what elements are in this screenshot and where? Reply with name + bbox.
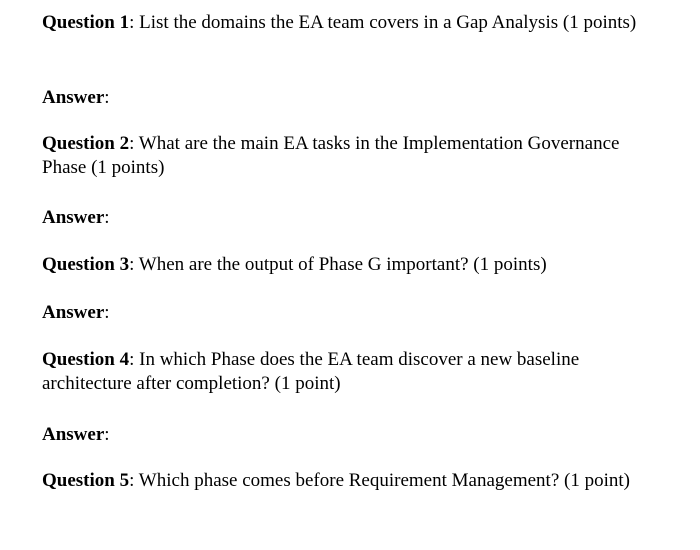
question-3-text: : When are the output of Phase G important? (1 points): [129, 254, 547, 275]
question-3-label: Question 3: [42, 254, 130, 275]
answer-2-label: Answer: [42, 207, 105, 228]
question-5: [42, 469, 642, 493]
answer-4: [42, 423, 642, 447]
question-3: [42, 253, 642, 277]
question-1-label: Question 1: [42, 12, 130, 33]
answer-3-colon: :: [104, 302, 110, 323]
question-1-text: : List the domains the EA team covers in a Gap Analysis (1 points): [129, 12, 637, 33]
question-1: [42, 11, 642, 35]
answer-3-label: Answer: [42, 302, 105, 323]
answer-2-colon: :: [104, 207, 110, 228]
answer-4-colon: :: [104, 424, 110, 445]
question-2-label: Question 2: [42, 133, 130, 154]
question-4-label: Question 4: [42, 349, 130, 370]
answer-1: [42, 86, 642, 110]
answer-1-colon: :: [104, 87, 110, 108]
question-2-text: : What are the main EA tasks in the Implementation Governance Phase (1 points): [42, 133, 620, 178]
question-5-text: : Which phase comes before Requirement Management? (1 point): [129, 470, 630, 491]
question-4: [42, 348, 642, 396]
question-2: [42, 132, 642, 180]
question-4-text: : In which Phase does the EA team discover a new baseline architecture after completion? (1 point): [42, 349, 580, 394]
answer-4-label: Answer: [42, 424, 105, 445]
answer-1-label: Answer: [42, 87, 105, 108]
answer-2: [42, 206, 642, 230]
question-5-label: Question 5: [42, 470, 130, 491]
answer-3: [42, 301, 642, 325]
